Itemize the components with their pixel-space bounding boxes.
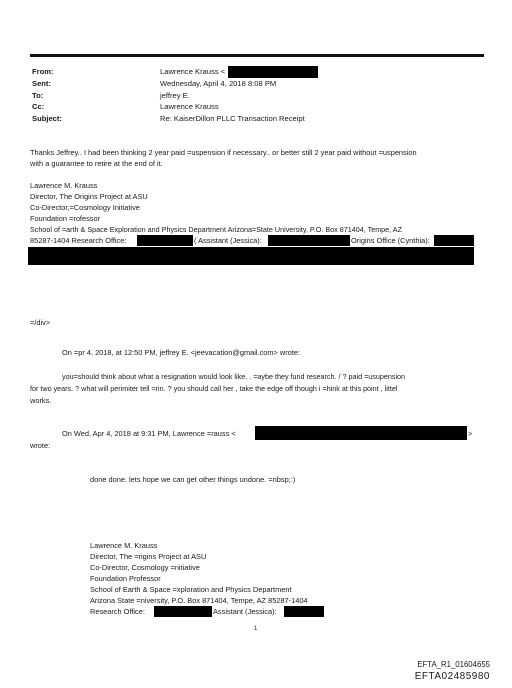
page-number: 1 [254,626,258,632]
signature-line: Co-Director, Cosmology =nitiative [90,563,200,572]
signature-line: 85287-1404 Research Office: [30,236,127,245]
redaction-box [255,426,467,440]
from-label: From: [32,67,54,76]
subject-label: Subject: [32,114,62,123]
subject-value: Re: KaiserDillon PLLC Transaction Receipt [160,114,305,123]
signature-name: Lawrence M. Krauss [90,541,158,550]
quote-header: On Wed, Apr 4, 2018 at 9:31 PM, Lawrence =rauss < [62,429,236,438]
redaction-box [228,66,318,78]
signature-line: Research Office: [90,607,145,616]
signature-line: School of Earth & Space =xploration and Physics Department [90,585,292,594]
cc-value: Lawrence Krauss [160,102,219,111]
body-paragraph-line: with a guarantee to retire at the end of it. [30,159,163,168]
redaction-box [268,235,350,246]
to-label: To: [32,91,44,100]
bates-id-1: EFTA_R1_01604655 [417,660,490,669]
signature-line: Arizona State =niversity, P.O. Box 871404, Tempe, AZ 85287-1404 [90,596,308,605]
quote-header: On =pr 4, 2018, at 12:50 PM, jeffrey E. <jeevacation@gmail.com> wrote: [62,348,301,357]
redaction-box [28,247,474,265]
html-fragment: =/div> [30,318,51,327]
signature-line: Assistant (Jessica): [213,607,277,616]
quote-header-end: > [468,429,473,438]
signature-line: Director, The =rigins Project at ASU [90,552,207,561]
redaction-box [434,235,474,246]
body-paragraph-line: Thanks Jeffrey.. I had been thinking 2 year paid =uspension if necessary.. or better still 2 year paid without =uspension [30,148,417,157]
redaction-box [154,606,212,617]
quote-wrote: wrote: [30,441,51,450]
quote-body: done done. lets hope we can get other things undone. =nbsp;:) [90,475,296,484]
cc-label: Cc: [32,102,45,111]
from-value: Lawrence Krauss < [160,67,226,76]
signature-line: Director, The Origins Project at ASU [30,192,148,201]
signature-name: Lawrence M. Krauss [30,181,98,190]
signature-line: Co-Director,=Cosmology Initiative [30,203,140,212]
header-rule [30,54,484,57]
sent-label: Sent: [32,79,51,88]
signature-line: Origins Office (Cynthia): [351,236,430,245]
to-value: jeffrey E. [160,91,190,100]
redaction-box [137,235,193,246]
quote-line: works. [30,396,52,405]
redaction-box [284,606,324,617]
signature-line: Foundation Professor [90,574,161,583]
signature-line: School of =arth & Space Exploration and Physics Department Arizona=State University, P.O. Box 871404, Tempe, AZ [30,225,402,234]
sent-value: Wednesday, April 4, 2018 8:08 PM [160,79,277,88]
quote-line: for two years. ? what will perimiter tell =rin. ? you should call her , take the edge off though i =hink at this point , littel [30,384,398,393]
bates-id-2: EFTA02485980 [414,671,490,682]
signature-line: ( Assistant (Jessica): [194,236,262,245]
signature-line: Foundation =rofessor [30,214,101,223]
quote-line: you=should think about what a resignation would look like. . =aybe they fund research. / ? paid =usupension [62,372,406,381]
